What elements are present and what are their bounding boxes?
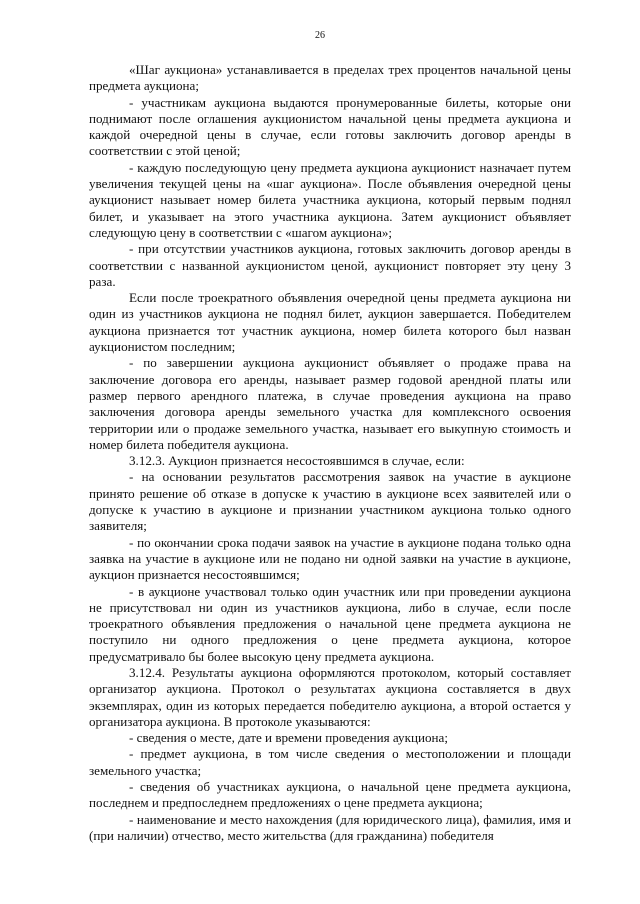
paragraph-tickets-issued: - участникам аукциона выдаются пронумерованные билеты, которые они поднимают после оглашения аукционистом начальной цены предмета аукциона и каждой очередной цены в случае, если готовы заключить договор аренды в соответствии с этой ценой;	[89, 94, 571, 159]
paragraph-auction-end-announcement: - по завершении аукциона аукционист объявляет о продаже права на заключение договора его аренды, называет размер годовой арендной платы или размер первого арендного платежа, в случае проведения аукциона на право заключения договора аренды земельного участка для комплексного освоения территории или о продаже земельного участка, называет его выкупную стоимость и номер билета победителя аукциона.	[89, 355, 571, 452]
paragraph-participants-info: - сведения об участниках аукциона, о начальной цене предмета аукциона, последнем и предпоследнем предложениях о цене предмета аукциона;	[89, 779, 571, 811]
clause-3-12-3-heading: 3.12.3. Аукцион признается несостоявшимся в случае, если:	[129, 453, 465, 469]
paragraph-next-price: - каждую последующую цену предмета аукциона аукционист назначает путем увеличения текущей цены на «шаг аукциона». После объявления очередной цены аукционист называет номер билета участника аукциона, который первым поднял билет, и указывает на этого участника аукциона. Затем аукционист объявляет следующую цену в соответствии с «шагом аукциона»;	[89, 159, 571, 240]
paragraph-auction-subject: - предмет аукциона, в том числе сведения о местоположении и площади земельного участка;	[89, 746, 571, 778]
paragraph-single-application: - по окончании срока подачи заявок на участие в аукционе подана только одна заявка на участие в аукционе или не подано ни одной заявки на участие в аукционе, аукцион признается несостоявшимся;	[89, 534, 571, 583]
paragraph-no-participants: - при отсутствии участников аукциона, готовых заключить договор аренды в соответствии с названной аукционистом ценой, аукционист повторяет эту цену 3 раза.	[89, 241, 571, 289]
paragraph-place-date-time: - сведения о месте, дате и времени проведения аукциона;	[129, 730, 448, 746]
paragraph-refusal-admission: - на основании результатов рассмотрения заявок на участие в аукционе принято решение об отказе в допуске к участию в аукционе всех заявителей или о допуске к участию в аукционе и признании участником аукциона только одного заявителя;	[89, 469, 571, 534]
paragraph-single-participant: - в аукционе участвовал только один участник или при проведении аукциона не присутствовал ни один из участников аукциона, либо в случае, если после троекратного объявления предложения о начальной цене предмета аукциона не поступило ни одного предложения о цене предмета аукциона, которое предусматривало бы более высокую цену предмета аукциона.	[89, 583, 571, 664]
document-body	[89, 62, 571, 844]
page-number: 26	[315, 30, 325, 41]
clause-3-12-4-protocol: 3.12.4. Результаты аукциона оформляются протоколом, который составляет организатор аукциона. Протокол о результатах аукциона составляется в двух экземплярах, один из которых передается победителю аукциона, а второй остается у организатора аукциона. В протоколе указываются:	[89, 664, 571, 729]
paragraph-winner-details: - наименование и место нахождения (для юридического лица), фамилия, имя и (при наличии) отчество, место жительства (для гражданина) победителя	[89, 811, 571, 843]
paragraph-auction-step: «Шаг аукциона» устанавливается в пределах трех процентов начальной цены предмета аукциона;	[89, 62, 571, 94]
paragraph-auction-completion: Если после троекратного объявления очередной цены предмета аукциона ни один из участников аукциона не поднял билет, аукцион завершается. Победителем аукциона признается тот участник аукциона, номер билета которого был назван аукционистом последним;	[89, 290, 571, 355]
